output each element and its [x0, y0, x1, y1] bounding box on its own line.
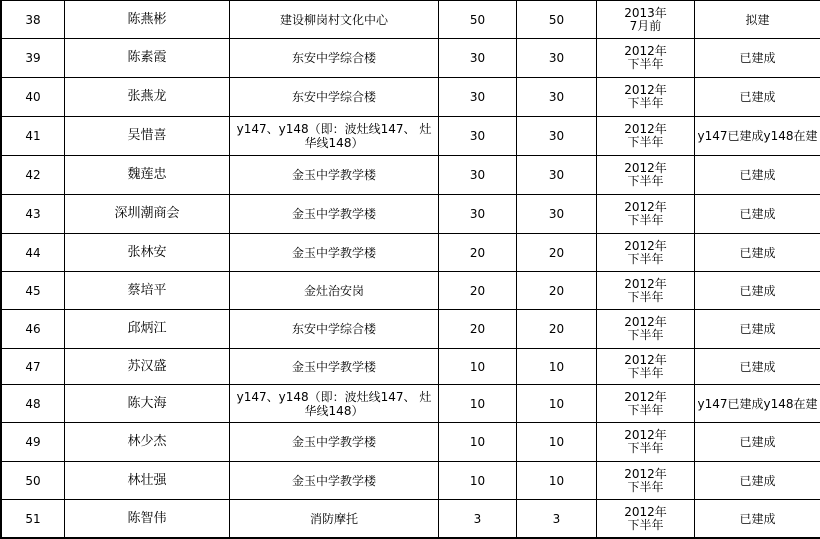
table-row — [2, 462, 820, 500]
cell-time — [597, 500, 695, 538]
time-line: 2012年 — [624, 200, 667, 214]
table-row — [2, 78, 820, 117]
project-line: 东安中学综合楼 — [291, 90, 376, 104]
cell-status: y147已建成y148在建 — [695, 117, 820, 156]
cell-amount-received: 10 — [517, 423, 597, 462]
time-line: 2012年 — [624, 352, 667, 367]
time-line: 下半年 — [627, 365, 664, 380]
cell-donor-name: 张燕龙 — [65, 78, 230, 117]
project-line: 华线148） — [304, 403, 364, 418]
time-line: 下半年 — [627, 57, 664, 71]
cell-project — [230, 39, 439, 78]
cell-amount-received: 20 — [517, 234, 597, 272]
time-line: 2012年 — [624, 83, 667, 97]
cell-status: 已建成 — [695, 78, 820, 117]
cell-donor-name: 吴惜喜 — [65, 117, 230, 156]
time-line: 下半年 — [627, 213, 664, 227]
cell-donor-name: 陈燕彬 — [65, 1, 230, 39]
table-row — [2, 156, 820, 195]
cell-donor-name: 蔡培平 — [65, 272, 230, 310]
cell-amount-received: 10 — [517, 462, 597, 500]
cell-donor-name: 深圳潮商会 — [65, 195, 230, 234]
cell-donor-name: 林壮强 — [65, 462, 230, 500]
cell-number: 48 — [2, 385, 65, 423]
cell-amount-pledged: 3 — [439, 500, 517, 538]
cell-donor-name: 陈大海 — [65, 385, 230, 423]
cell-amount-pledged: 50 — [439, 1, 517, 39]
table-row — [2, 349, 820, 385]
cell-number: 50 — [2, 462, 65, 500]
cell-amount-pledged: 30 — [439, 195, 517, 234]
cell-project — [230, 1, 439, 39]
time-line: 2012年 — [624, 122, 667, 136]
time-line: 下半年 — [627, 174, 664, 188]
project-line: y147、y148（即：波灶线147、 灶 — [236, 389, 432, 404]
cell-donor-name: 苏汉盛 — [65, 349, 230, 385]
cell-amount-received: 20 — [517, 310, 597, 349]
table-row — [2, 272, 820, 310]
cell-status: 已建成 — [695, 234, 820, 272]
cell-donor-name: 张林安 — [65, 234, 230, 272]
cell-number: 47 — [2, 349, 65, 385]
time-line: 2012年 — [624, 466, 667, 481]
cell-status: 已建成 — [695, 310, 820, 349]
cell-amount-pledged: 20 — [439, 310, 517, 349]
cell-time — [597, 195, 695, 234]
cell-amount-received: 20 — [517, 272, 597, 310]
cell-amount-received: 30 — [517, 117, 597, 156]
cell-amount-received: 50 — [517, 1, 597, 39]
cell-amount-received: 30 — [517, 195, 597, 234]
cell-status: 已建成 — [695, 156, 820, 195]
cell-number: 44 — [2, 234, 65, 272]
cell-number: 51 — [2, 500, 65, 538]
time-line: 2012年 — [624, 504, 667, 519]
table-row — [2, 1, 820, 39]
cell-status: 已建成 — [695, 500, 820, 538]
cell-project — [230, 423, 439, 462]
cell-donor-name: 陈素霞 — [65, 39, 230, 78]
cell-amount-pledged: 20 — [439, 234, 517, 272]
time-line: 2012年 — [624, 276, 667, 291]
cell-number: 45 — [2, 272, 65, 310]
cell-time — [597, 234, 695, 272]
cell-project — [230, 385, 439, 423]
table-row — [2, 385, 820, 423]
time-line: 下半年 — [627, 289, 664, 304]
table-row — [2, 310, 820, 349]
cell-amount-received: 30 — [517, 78, 597, 117]
time-line: 下半年 — [627, 251, 664, 266]
table-row — [2, 500, 820, 538]
project-line: 金玉中学教学楼 — [291, 245, 376, 260]
cell-amount-pledged: 10 — [439, 462, 517, 500]
time-line: 下半年 — [627, 517, 664, 532]
project-line: y147、y148（即：波灶线147、 灶 — [236, 122, 432, 136]
cell-time — [597, 272, 695, 310]
cell-amount-pledged: 10 — [439, 423, 517, 462]
project-line: 金玉中学教学楼 — [291, 359, 376, 374]
cell-time — [597, 39, 695, 78]
cell-project — [230, 462, 439, 500]
cell-donor-name: 陈智伟 — [65, 500, 230, 538]
cell-project — [230, 156, 439, 195]
cell-status: 已建成 — [695, 462, 820, 500]
cell-status: 已建成 — [695, 349, 820, 385]
cell-amount-received: 30 — [517, 39, 597, 78]
time-line: 2012年 — [624, 389, 667, 404]
project-line: 东安中学综合楼 — [291, 322, 376, 336]
time-line: 下半年 — [627, 402, 664, 417]
cell-amount-received: 30 — [517, 156, 597, 195]
cell-time — [597, 462, 695, 500]
cell-project — [230, 117, 439, 156]
project-line: 金玉中学教学楼 — [291, 435, 376, 449]
cell-status: y147已建成y148在建 — [695, 385, 820, 423]
cell-status: 已建成 — [695, 39, 820, 78]
cell-status: 已建成 — [695, 195, 820, 234]
cell-number: 39 — [2, 39, 65, 78]
cell-amount-received: 10 — [517, 349, 597, 385]
cell-time — [597, 349, 695, 385]
time-line: 2012年 — [624, 315, 667, 329]
project-line: 金玉中学教学楼 — [291, 207, 376, 221]
cell-project — [230, 78, 439, 117]
cell-project — [230, 500, 439, 538]
project-line: 消防摩托 — [309, 511, 358, 526]
project-line: 金玉中学教学楼 — [291, 473, 376, 488]
cell-time — [597, 156, 695, 195]
cell-project — [230, 310, 439, 349]
cell-donor-name: 邱炳江 — [65, 310, 230, 349]
cell-time — [597, 117, 695, 156]
cell-time — [597, 1, 695, 39]
cell-donor-name: 林少杰 — [65, 423, 230, 462]
table-body — [2, 1, 820, 538]
cell-amount-pledged: 10 — [439, 385, 517, 423]
time-line: 下半年 — [627, 328, 664, 342]
cell-time — [597, 423, 695, 462]
time-line: 7月前 — [629, 18, 662, 33]
cell-amount-pledged: 30 — [439, 78, 517, 117]
cell-time — [597, 310, 695, 349]
cell-time — [597, 385, 695, 423]
project-line: 华线148） — [304, 136, 364, 150]
cell-number: 43 — [2, 195, 65, 234]
cell-status: 拟建 — [695, 1, 820, 39]
time-line: 2013年 — [624, 5, 667, 20]
time-line: 2012年 — [624, 428, 667, 442]
cell-status: 已建成 — [695, 423, 820, 462]
project-line: 金灶治安岗 — [303, 283, 364, 298]
project-line: 东安中学综合楼 — [291, 51, 376, 65]
cell-amount-pledged: 30 — [439, 156, 517, 195]
table-row — [2, 234, 820, 272]
cell-number: 46 — [2, 310, 65, 349]
time-line: 下半年 — [627, 479, 664, 494]
donation-table — [1, 0, 820, 538]
table-row — [2, 39, 820, 78]
time-line: 2012年 — [624, 44, 667, 58]
cell-number: 42 — [2, 156, 65, 195]
cell-number: 38 — [2, 1, 65, 39]
cell-amount-received: 3 — [517, 500, 597, 538]
cell-number: 49 — [2, 423, 65, 462]
table-row — [2, 117, 820, 156]
cell-number: 40 — [2, 78, 65, 117]
cell-donor-name: 魏莲忠 — [65, 156, 230, 195]
time-line: 下半年 — [627, 441, 664, 455]
table-row — [2, 195, 820, 234]
cell-project — [230, 195, 439, 234]
cell-amount-pledged: 30 — [439, 39, 517, 78]
cell-amount-pledged: 10 — [439, 349, 517, 385]
time-line: 下半年 — [627, 135, 664, 149]
cell-amount-received: 10 — [517, 385, 597, 423]
cell-amount-pledged: 30 — [439, 117, 517, 156]
time-line: 2012年 — [624, 238, 667, 253]
cell-project — [230, 349, 439, 385]
cell-project — [230, 234, 439, 272]
cell-status: 已建成 — [695, 272, 820, 310]
time-line: 下半年 — [627, 96, 664, 110]
cell-time — [597, 78, 695, 117]
cell-amount-pledged: 20 — [439, 272, 517, 310]
table-row — [2, 423, 820, 462]
project-line: 金玉中学教学楼 — [291, 168, 376, 182]
time-line: 2012年 — [624, 161, 667, 175]
cell-project — [230, 272, 439, 310]
cell-number: 41 — [2, 117, 65, 156]
project-line: 建设柳岗村文化中心 — [279, 12, 388, 27]
